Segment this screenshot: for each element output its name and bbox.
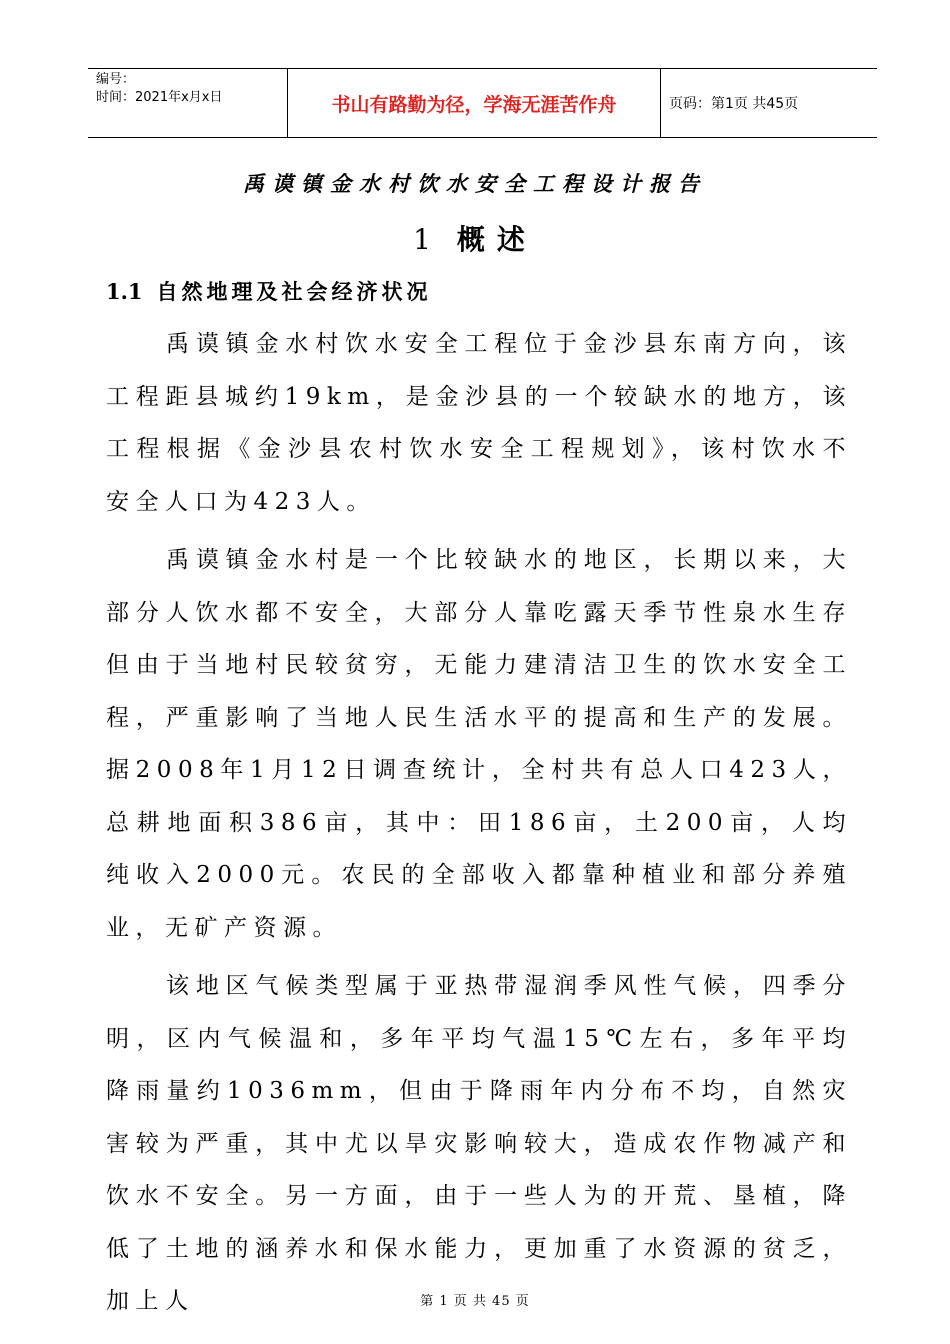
section-title: 自然地理及社会经济状况 — [156, 279, 432, 304]
section-heading — [106, 276, 432, 306]
chapter-title: 概述 — [456, 223, 537, 256]
header-motto: 书山有路勤为径，学海无涯苦作舟 — [287, 69, 661, 137]
header-table — [88, 68, 877, 138]
page-footer: 第 1 页 共 45 页 — [420, 1294, 530, 1309]
paragraph: 禹谟镇金水村是一个比较缺水的地区，长期以来，大部分人饮水都不安全，大部分人靠吃露天季节性泉水生存但由于当地村民较贫穷，无能力建清洁卫生的饮水安全工程，严重影响了当地人民生活水平的提高和生产的发展。据2008年1月12日调查统计，全村共有总人口423人，总耕地面积386亩，其中：田186亩，土200亩，人均纯收入2000元。农民的全部收入都靠种植业和部分养殖业，无矿产资源。 — [106, 547, 852, 941]
paragraph: 禹谟镇金水村饮水安全工程位于金沙县东南方向，该工程距县城约19km，是金沙县的一个较缺水的地方，该工程根据《金沙县农村饮水安全工程规划》，该村饮水不安全人口为423人。 — [106, 331, 852, 515]
header-meta — [88, 69, 287, 137]
header-page-info: 页码：第1页 共45页 — [669, 96, 799, 112]
document-title: 禹谟镇金水村饮水安全工程设计报告 — [243, 172, 707, 196]
chapter-number: 1 — [413, 223, 431, 256]
section-number: 1.1 — [106, 279, 143, 304]
number-label: 编号： — [96, 72, 136, 87]
paragraph: 该地区气候类型属于亚热带湿润季风性气候，四季分明，区内气候温和，多年平均气温15℃左右，多年平均降雨量约1036mm，但由于降雨年内分布不均，自然灾害较为严重，其中尤以旱灾影响较大，造成农作物减产和饮水不安全。另一方面，由于一些人为的开荒、垦植，降低了土地的涵养水和保水能力，更加重了水资源的贫乏，加上人 — [106, 973, 852, 1314]
time-label: 时间：2021年x月x日 — [96, 90, 223, 105]
chapter-heading — [0, 218, 950, 258]
body-text — [106, 318, 852, 1328]
